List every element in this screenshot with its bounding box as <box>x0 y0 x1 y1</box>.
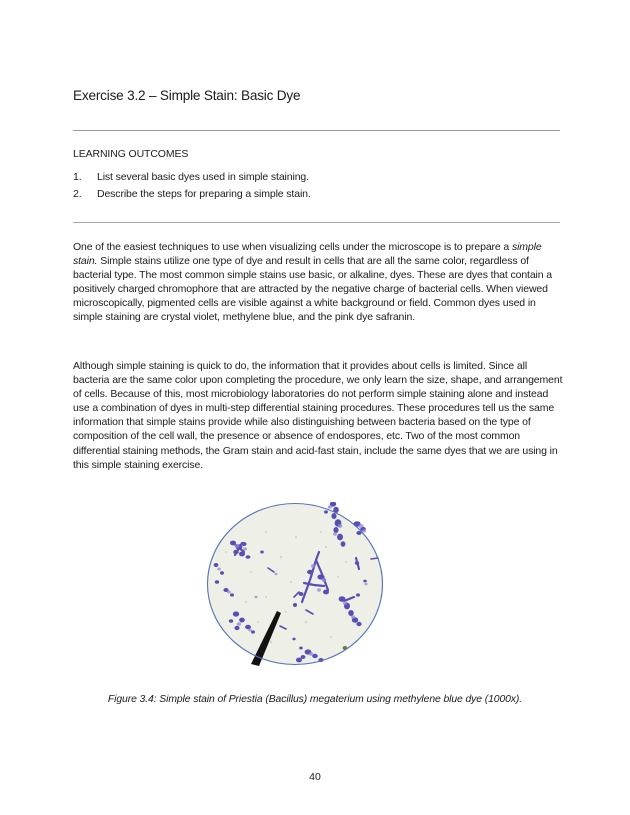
list-text: List several basic dyes used in simple staining. <box>97 171 309 183</box>
page-title: Exercise 3.2 – Simple Stain: Basic Dye <box>73 88 301 103</box>
horizontal-rule-top <box>73 130 560 131</box>
learning-outcome-item <box>73 170 565 184</box>
figure-caption: Figure 3.4: Simple stain of Priestia (Bacillus) megaterium using methylene blue dye (1000x). <box>107 694 523 705</box>
micrograph-svg <box>206 502 384 666</box>
page-number: 40 <box>309 771 321 783</box>
list-number: 2. <box>73 187 82 200</box>
list-text: Describe the steps for preparing a simple stain. <box>97 187 311 200</box>
paragraph-intro <box>73 240 566 325</box>
paragraph-discussion: Although simple staining is quick to do, the information that it provides about cells is limited. Since all bacteria are the same color upon completing the procedure, we only learn the size, shape, and arrangement of cells. Because of this, most microbiology laboratories do not perform simple staining alone and instead use a combination of dyes in multi-step differential staining procedures. These procedures tell us the same information that simple stains provide while also distinguishing between bacteria based on the type of composition of the cell wall, the presence or absence of endospores, etc. Two of the most common differential staining methods, the Gram stain and acid-fast stain, include the same dyes that we are using in this simple staining exercise. <box>73 360 563 471</box>
horizontal-rule-bottom <box>73 222 560 223</box>
paragraph-text: Simple stains utilize one type of dye and result in cells that are all the same color, regardless of bacterial type. The most common simple stains use basic, or alkaline, dyes. These are dyes that contain a positively charged chromophore that are attracted by the negative charge of bacterial cells. When viewed microscopically, pigmented cells are visible against a white background or field. Common dyes used in simple staining are crystal violet, methylene blue, and the pink dye safranin. <box>73 255 553 324</box>
list-number: 1. <box>73 171 82 183</box>
micrograph-figure <box>206 502 384 666</box>
paragraph-text: One of the easiest techniques to use when visualizing cells under the microscope is to prepare a <box>73 241 512 253</box>
learning-outcomes-heading: LEARNING OUTCOMES <box>73 148 189 160</box>
microscope-field <box>208 504 383 665</box>
italic-term: simple stain. <box>73 241 542 268</box>
learning-outcome-item <box>73 187 565 201</box>
